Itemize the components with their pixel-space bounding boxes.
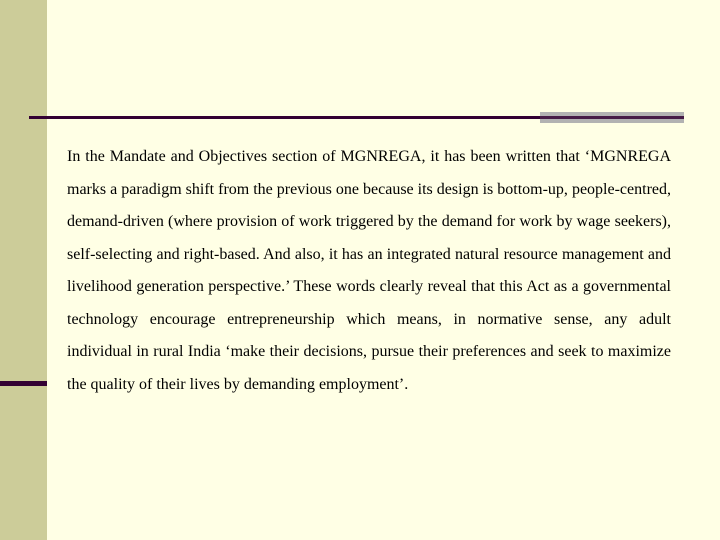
- title-divider-rule: [29, 116, 540, 119]
- left-band-marker: [0, 381, 47, 386]
- slide-body-paragraph: In the Mandate and Objectives section of MGNREGA, it has been written that ‘MGNREGA marks a paradigm shift from the previous one because its design is bottom-up, people-centred, demand-driven (where provision of work triggered by the demand for work by wage seekers), self-selecting and right-based. And also, it has an integrated natural resource management and livelihood generation perspective.’ These words clearly reveal that this Act as a governmental technology encourage entrepreneurship which means, in normative sense, any adult individual in rural India ‘make their decisions, pursue their preferences and seek to maximize the quality of their lives by demanding employment’.: [67, 148, 671, 393]
- title-divider-accent-line: [540, 116, 684, 119]
- left-decorative-band: [0, 0, 47, 540]
